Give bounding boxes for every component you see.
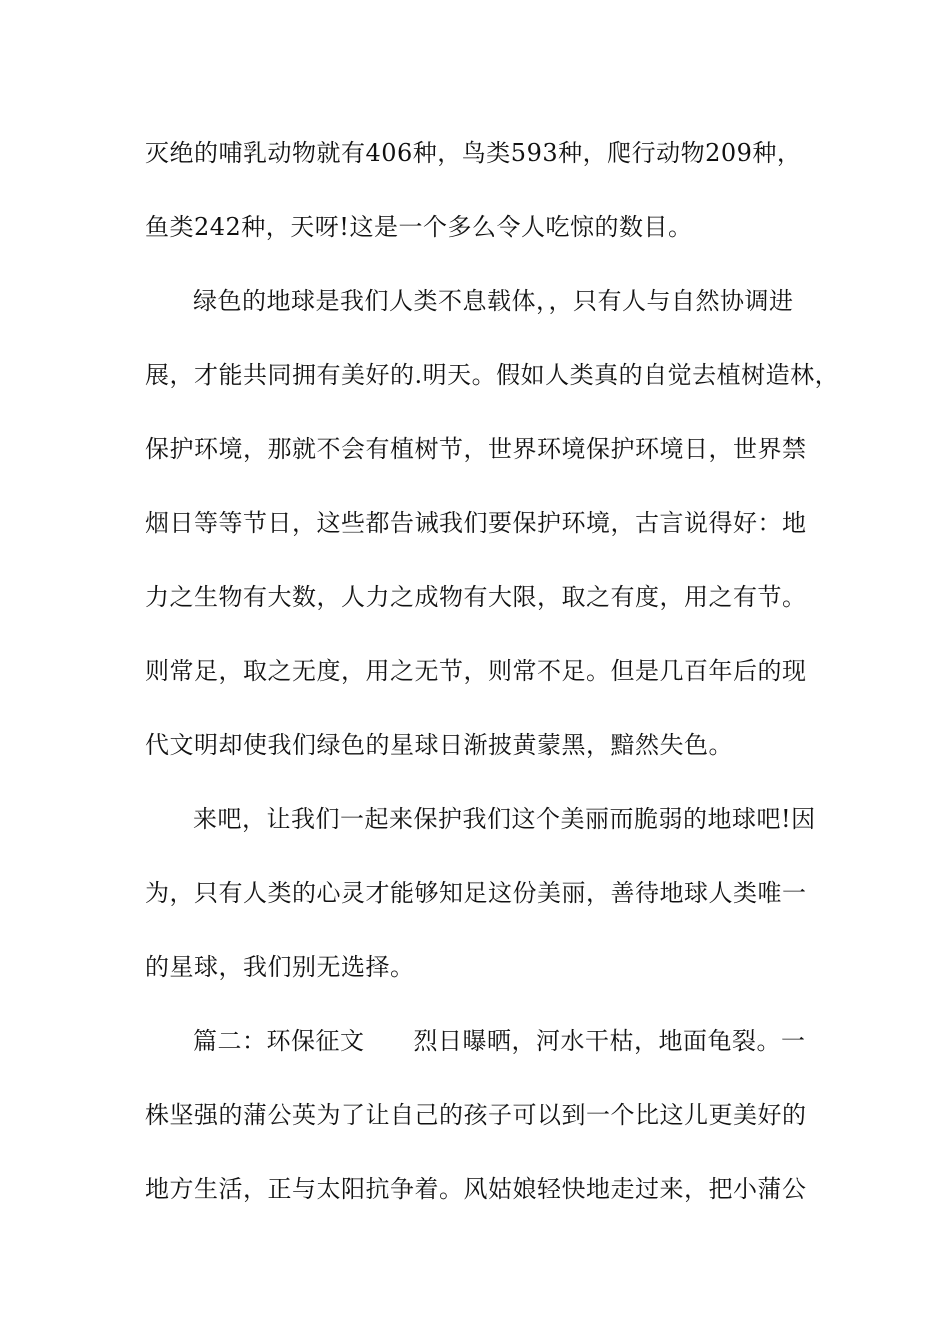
text-line: 株坚强的蒲公英为了让自己的孩子可以到一个比这儿更美好的: [145, 1101, 807, 1129]
text-line: 鱼类242种，天呀!这是一个多么令人吃惊的数目。: [145, 213, 693, 241]
paragraph-start-line: 来吧，让我们一起来保护我们这个美丽而脆弱的地球吧!因: [193, 805, 816, 833]
text-line: 保护环境，那就不会有植树节，世界环境保护环境日，世界禁: [145, 435, 807, 463]
text-line: 的星球，我们别无选择。: [145, 953, 415, 981]
text-line: 则常足，取之无度，用之无节，则常不足。但是几百年后的现: [145, 657, 807, 685]
text-line: 代文明却使我们绿色的星球日渐披黄蒙黑，黯然失色。: [145, 731, 733, 759]
text-line: 灭绝的哺乳动物就有406种，鸟类593种，爬行动物209种，: [145, 139, 802, 167]
text-line: 地方生活，正与太阳抗争着。风姑娘轻快地走过来，把小蒲公: [145, 1175, 807, 1203]
text-line: 力之生物有大数，人力之成物有大限，取之有度，用之有节。: [145, 583, 807, 611]
section-heading-line: 篇二：环保征文 烈日曝晒，河水干枯，地面龟裂。一: [193, 1027, 806, 1055]
text-line: 烟日等等节日，这些都告诫我们要保护环境，古言说得好：地: [145, 509, 807, 537]
text-line: 展，才能共同拥有美好的.明天。假如人类真的自觉去植树造林，: [145, 361, 840, 389]
paragraph-start-line: 绿色的地球是我们人类不息载体，，只有人与自然协调进: [193, 287, 794, 315]
text-line: 为，只有人类的心灵才能够知足这份美丽，善待地球人类唯一: [145, 879, 807, 907]
